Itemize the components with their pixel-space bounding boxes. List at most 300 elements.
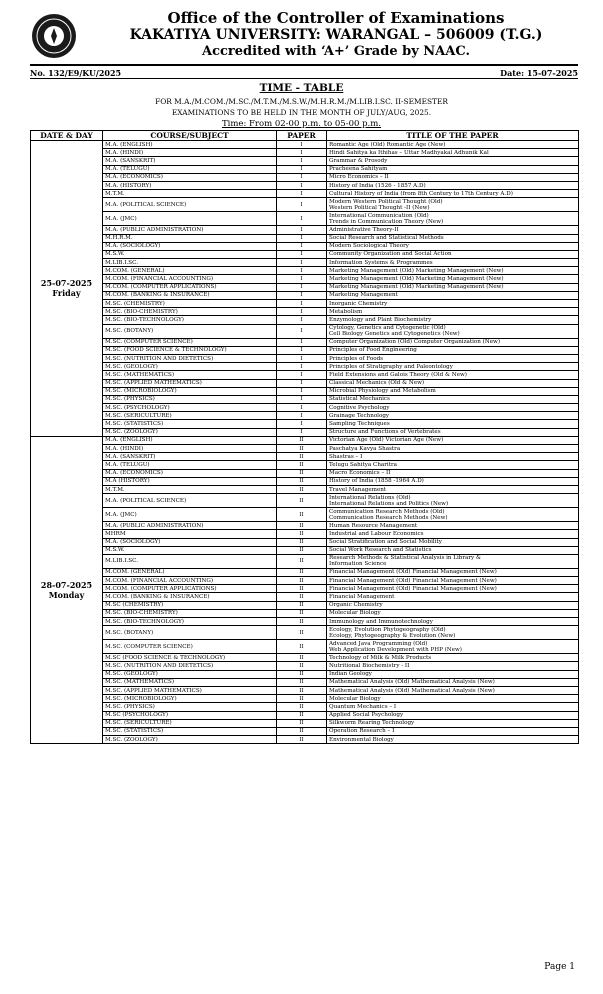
course-cell: M.A. (TELUGU) — [103, 165, 277, 173]
paper-title-cell — [327, 379, 579, 387]
table-row — [31, 338, 579, 346]
paper-title-cell — [327, 626, 579, 640]
paper-title-cell — [327, 316, 579, 324]
paper-cell: II — [277, 662, 327, 670]
course-cell: M.SC. (CHEMISTRY) — [103, 300, 277, 308]
paper-title-line: Pracheena Sahityam — [329, 166, 388, 173]
exam-date: 28-07-2025 — [40, 580, 93, 591]
table-row — [31, 568, 579, 576]
paper-title-line: History of India (1526 - 1857 A.D) — [329, 182, 426, 189]
paper-cell: I — [277, 291, 327, 299]
paper-cell: I — [277, 387, 327, 395]
paper-title-cell — [327, 436, 579, 444]
paper-title-cell — [327, 338, 579, 346]
paper-title-cell — [327, 404, 579, 412]
table-row — [31, 354, 579, 362]
paper-cell: I — [277, 259, 327, 267]
paper-cell: II — [277, 530, 327, 538]
paper-cell: I — [277, 346, 327, 354]
paper-cell: II — [277, 461, 327, 469]
paper-cell: I — [277, 324, 327, 338]
paper-cell: I — [277, 428, 327, 436]
paper-title-line: Applied Social Psychology — [329, 712, 404, 719]
table-row — [31, 316, 579, 324]
paper-title-cell — [327, 601, 579, 609]
paper-title-line: Information Science — [329, 561, 387, 568]
paper-cell: I — [277, 190, 327, 198]
paper-cell: I — [277, 226, 327, 234]
course-cell: M.SC. (GEOLOGY) — [103, 670, 277, 678]
paper-title-line: Molecular Biology — [329, 610, 381, 617]
paper-title-line: Financial Management (Old) Financial Management (New) — [329, 569, 497, 576]
paper-title-cell — [327, 618, 579, 626]
paper-cell: II — [277, 453, 327, 461]
table-row — [31, 609, 579, 617]
table-row — [31, 259, 579, 267]
paper-title-cell — [327, 324, 579, 338]
paper-title-cell — [327, 453, 579, 461]
paper-title-cell — [327, 387, 579, 395]
paper-cell: II — [277, 601, 327, 609]
paper-title-cell — [327, 640, 579, 654]
table-row — [31, 554, 579, 568]
table-row — [31, 601, 579, 609]
paper-cell: I — [277, 420, 327, 428]
paper-title-cell — [327, 727, 579, 735]
table-row — [31, 198, 579, 212]
course-cell: M.S.W. — [103, 250, 277, 258]
table-row — [31, 678, 579, 686]
paper-title-line: Classical Mechanics (Old & New) — [329, 380, 425, 387]
course-cell: M.A. (SANSKRIT) — [103, 453, 277, 461]
paper-title-line: Modern Western Political Thought (Old) — [329, 198, 443, 205]
table-row — [31, 719, 579, 727]
paper-title-line: Statistical Mechanics — [329, 396, 390, 403]
paper-title-line: Romantic Age (Old) Romantic Age (New) — [329, 141, 446, 148]
paper-cell: II — [277, 654, 327, 662]
table-row — [31, 141, 579, 149]
paper-cell: I — [277, 371, 327, 379]
paper-title-line: Environmental Biology — [329, 736, 394, 743]
paper-cell: I — [277, 267, 327, 275]
course-cell: M.COM. (FINANCIAL ACCOUNTING) — [103, 577, 277, 585]
paper-cell: I — [277, 354, 327, 362]
paper-cell: II — [277, 546, 327, 554]
paper-title-line: Social Work Research and Statistics — [329, 547, 432, 554]
paper-title-cell — [327, 461, 579, 469]
paper-title-cell — [327, 703, 579, 711]
table-row — [31, 593, 579, 601]
paper-cell: I — [277, 165, 327, 173]
paper-title-cell — [327, 395, 579, 403]
paper-title-line: Nutritional Biochemistry - II — [329, 662, 410, 669]
paper-title-line: Silkworm Rearing Technology — [329, 720, 415, 727]
course-cell: M.A. (HINDI) — [103, 149, 277, 157]
course-cell: M.SC. (STATISTICS) — [103, 420, 277, 428]
paper-title-cell — [327, 242, 579, 250]
table-row — [31, 173, 579, 181]
course-cell: M.A. (JMC) — [103, 212, 277, 226]
table-row — [31, 654, 579, 662]
paper-title-cell — [327, 568, 579, 576]
paper-cell: II — [277, 640, 327, 654]
paper-title-line: Industrial and Labour Economics — [329, 530, 424, 537]
paper-title-line: Victorian Age (Old) Victorian Age (New) — [329, 437, 444, 444]
table-row — [31, 420, 579, 428]
paper-cell: II — [277, 585, 327, 593]
paper-cell: I — [277, 234, 327, 242]
course-cell: M.A. (ENGLISH) — [103, 141, 277, 149]
letterhead — [30, 8, 590, 68]
course-cell: M.SC. (APPLIED MATHEMATICS) — [103, 379, 277, 387]
course-cell: M.SC. (SERICULTURE) — [103, 412, 277, 420]
paper-cell: II — [277, 508, 327, 522]
paper-cell: I — [277, 242, 327, 250]
paper-title-cell — [327, 609, 579, 617]
course-cell: M.SC. (PHYSICS) — [103, 395, 277, 403]
paper-title-line: Ecology, Phytogeography & Evolution (New) — [329, 632, 456, 639]
paper-cell: I — [277, 300, 327, 308]
table-row — [31, 461, 579, 469]
course-cell: M.A. (ENGLISH) — [103, 436, 277, 444]
paper-title-cell — [327, 346, 579, 354]
course-cell: M.SC. (APPLIED MATHEMATICS) — [103, 686, 277, 694]
paper-title-cell — [327, 719, 579, 727]
exam-day: Friday — [52, 288, 81, 299]
paper-cell: I — [277, 283, 327, 291]
paper-cell: II — [277, 445, 327, 453]
paper-cell: I — [277, 181, 327, 189]
page-title: TIME - TABLE — [259, 82, 344, 94]
paper-title-cell — [327, 428, 579, 436]
course-cell: M.A. (SANSKRIT) — [103, 157, 277, 165]
issue-date: Date: 15-07-2025 — [500, 68, 578, 78]
course-cell: M.SC. (ZOOLOGY) — [103, 736, 277, 744]
paper-cell: II — [277, 593, 327, 601]
course-cell: M.A. (POLITICAL SCIENCE) — [103, 198, 277, 212]
paper-title-line: Molecular Biology — [329, 695, 381, 702]
paper-title-cell — [327, 546, 579, 554]
paper-title-cell — [327, 165, 579, 173]
course-cell: M.A (HISTORY) — [103, 477, 277, 485]
table-row — [31, 577, 579, 585]
paper-title-line: Immunology and Immunotechnology — [329, 618, 433, 625]
paper-title-line: Paschatya Kavya Shastra — [329, 445, 401, 452]
paper-title-cell — [327, 283, 579, 291]
table-row — [31, 477, 579, 485]
paper-title-cell — [327, 275, 579, 283]
paper-cell: II — [277, 618, 327, 626]
paper-cell: I — [277, 363, 327, 371]
table-row — [31, 585, 579, 593]
column-header: COURSE/SUBJECT — [103, 131, 277, 141]
paper-title-cell — [327, 420, 579, 428]
course-cell: M.A. (SOCIOLOGY) — [103, 538, 277, 546]
paper-title-cell — [327, 181, 579, 189]
paper-cell: II — [277, 477, 327, 485]
paper-title-line: Field Extensions and Galois Theory (Old & New) — [329, 371, 467, 378]
paper-title-line: Indian Geology — [329, 671, 372, 678]
paper-cell: I — [277, 316, 327, 324]
course-cell: M.A. (TELUGU) — [103, 461, 277, 469]
paper-cell: II — [277, 711, 327, 719]
paper-title-line: Cultural History of India (from 8th Century to 17th Century A.D) — [329, 190, 513, 197]
table-row — [31, 485, 579, 493]
paper-title-cell — [327, 354, 579, 362]
course-cell: M.SC (CHEMISTRY) — [103, 601, 277, 609]
paper-title-cell — [327, 711, 579, 719]
paper-title-cell — [327, 686, 579, 694]
paper-cell: I — [277, 157, 327, 165]
paper-title-line: Mathematical Analysis (Old) Mathematical Analysis (New) — [329, 687, 495, 694]
paper-title-line: Structure and Functions of Vertebrates — [329, 429, 441, 436]
paper-title-cell — [327, 412, 579, 420]
table-row — [31, 670, 579, 678]
table-row — [31, 291, 579, 299]
paper-title-cell — [327, 308, 579, 316]
paper-title-line: Principles of Food Engineering — [329, 347, 417, 354]
paper-title-line: Telugu Sahitya Charitra — [329, 461, 397, 468]
paper-title-line: Quantum Mechanics – I — [329, 703, 397, 710]
course-cell: M.SC. (STATISTICS) — [103, 727, 277, 735]
course-cell: M.A. (HINDI) — [103, 445, 277, 453]
table-row — [31, 508, 579, 522]
paper-title-line: Ecology, Evolution Phytogeography (Old) — [329, 626, 446, 633]
paper-title-cell — [327, 662, 579, 670]
table-row — [31, 640, 579, 654]
course-cell: M.A. (PUBLIC ADMINISTRATION) — [103, 522, 277, 530]
paper-title-line: Financial Management — [329, 594, 395, 601]
paper-title-cell — [327, 198, 579, 212]
paper-title-cell — [327, 267, 579, 275]
table-row — [31, 727, 579, 735]
paper-title-cell — [327, 522, 579, 530]
paper-cell: II — [277, 436, 327, 444]
paper-cell: I — [277, 412, 327, 420]
exam-date: 25-07-2025 — [40, 278, 93, 289]
paper-cell: I — [277, 275, 327, 283]
paper-title-line: Communication Research Methods (New) — [329, 514, 448, 521]
paper-title-cell — [327, 212, 579, 226]
course-cell: M.COM. (BANKING & INSURANCE) — [103, 593, 277, 601]
course-cell: M.COM. (COMPUTER APPLICATIONS) — [103, 585, 277, 593]
paper-title-line: Financial Management (Old) Financial Management (New) — [329, 577, 497, 584]
table-row — [31, 363, 579, 371]
course-cell: M.SC. (COMPUTER SCIENCE) — [103, 640, 277, 654]
paper-title-line: Research Methods & Statistical Analysis in Library & — [329, 555, 481, 562]
column-header: DATE & DAY — [31, 131, 103, 141]
paper-title-line: Inorganic Chemistry — [329, 300, 388, 307]
table-row — [31, 522, 579, 530]
accreditation-line: Accredited with ‘A+’ Grade by NAAC. — [202, 44, 470, 59]
table-row — [31, 226, 579, 234]
paper-title-cell — [327, 670, 579, 678]
exam-time-line: Time: From 02-00 p.m. to 05-00 p.m. — [221, 119, 382, 129]
course-cell: M.SC. (MICROBIOLOGY) — [103, 387, 277, 395]
paper-cell: I — [277, 250, 327, 258]
paper-title-cell — [327, 477, 579, 485]
paper-title-cell — [327, 593, 579, 601]
table-row — [31, 212, 579, 226]
course-cell: M.SC. (GEOLOGY) — [103, 363, 277, 371]
table-row — [31, 300, 579, 308]
paper-title-cell — [327, 654, 579, 662]
course-cell: M.S.W. — [103, 546, 277, 554]
paper-title-line: Macro Economics – II — [329, 470, 391, 477]
paper-title-line: Trends in Communication Theory (New) — [329, 218, 444, 225]
paper-title-cell — [327, 250, 579, 258]
course-cell: M.A. (ECONOMICS) — [103, 173, 277, 181]
university-emblem-icon — [30, 12, 78, 60]
exam-day: Monday — [48, 590, 85, 601]
course-cell: M.A. (HISTORY) — [103, 181, 277, 189]
table-row — [31, 234, 579, 242]
exam-month-line: EXAMINATIONS TO BE HELD IN THE MONTH OF JULY/AUG, 2025. — [171, 108, 432, 117]
reference-number: No. 132/E9/KU/2025 — [30, 68, 122, 78]
course-cell: M.COM. (GENERAL) — [103, 568, 277, 576]
table-row — [31, 267, 579, 275]
university-title: KAKATIYA UNIVERSITY: WARANGAL – 506009 (T.G.) — [129, 27, 543, 43]
table-row — [31, 711, 579, 719]
paper-title-line: Marketing Management (Old) Marketing Management (New) — [329, 284, 504, 291]
paper-cell: II — [277, 678, 327, 686]
paper-title-cell — [327, 530, 579, 538]
course-cell: M.SC. (MATHEMATICS) — [103, 371, 277, 379]
paper-cell: II — [277, 609, 327, 617]
table-row — [31, 618, 579, 626]
paper-title-cell — [327, 538, 579, 546]
course-cell: M.SC. (BOTANY) — [103, 324, 277, 338]
exam-courses-line: FOR M.A./M.COM./M.SC./M.T.M./M.S.W./M.H.R.M./M.LIB.I.SC. II-SEMESTER — [155, 97, 448, 106]
paper-title-cell — [327, 363, 579, 371]
paper-cell: II — [277, 522, 327, 530]
paper-title-line: Travel Management — [329, 486, 387, 493]
paper-title-line: Financial Management (Old) Financial Management (New) — [329, 585, 497, 592]
paper-title-cell — [327, 485, 579, 493]
paper-title-line: Operation Research – I — [329, 728, 395, 735]
table-row — [31, 538, 579, 546]
column-header: TITLE OF THE PAPER — [327, 131, 579, 141]
paper-title-line: Sampling Techniques — [329, 421, 390, 428]
paper-title-cell — [327, 736, 579, 744]
paper-title-line: Metabolism — [329, 308, 363, 315]
course-cell: M.COM. (BANKING & INSURANCE) — [103, 291, 277, 299]
course-cell: M.SC. (NUTRITION AND DIETETICS) — [103, 662, 277, 670]
course-cell: M.SC. (PHYSICS) — [103, 703, 277, 711]
paper-cell: II — [277, 703, 327, 711]
paper-title-line: International Relations (Old) — [329, 494, 411, 501]
table-row — [31, 308, 579, 316]
paper-cell: I — [277, 173, 327, 181]
paper-cell: II — [277, 695, 327, 703]
course-cell: M.A. (ECONOMICS) — [103, 469, 277, 477]
column-header: PAPER — [277, 131, 327, 141]
table-row — [31, 165, 579, 173]
paper-cell: I — [277, 395, 327, 403]
paper-title-cell — [327, 300, 579, 308]
paper-title-cell — [327, 234, 579, 242]
table-row — [31, 157, 579, 165]
paper-title-line: Marketing Management (Old) Marketing Management (New) — [329, 267, 504, 274]
course-cell: M.SC (PSYCHOLOGY) — [103, 711, 277, 719]
table-row — [31, 436, 579, 444]
table-row — [31, 190, 579, 198]
paper-title-cell — [327, 494, 579, 508]
paper-cell: I — [277, 308, 327, 316]
paper-title-line: Grainage Technology — [329, 412, 390, 419]
paper-title-line: International Communication (Old) — [329, 212, 429, 219]
course-cell: M.COM. (COMPUTER APPLICATIONS) — [103, 283, 277, 291]
paper-title-line: Shastras – I — [329, 453, 363, 460]
course-cell: M.SC. (BIO-CHEMISTRY) — [103, 308, 277, 316]
course-cell: M.LIB.I.SC. — [103, 259, 277, 267]
table-row — [31, 736, 579, 744]
paper-title-cell — [327, 157, 579, 165]
paper-title-line: Communication Research Methods (Old) — [329, 508, 445, 515]
table-row — [31, 395, 579, 403]
paper-cell: I — [277, 141, 327, 149]
table-row — [31, 494, 579, 508]
course-cell: M.SC. (PSYCHOLOGY) — [103, 404, 277, 412]
paper-title-cell — [327, 554, 579, 568]
paper-title-line: Modern Sociological Theory — [329, 243, 409, 250]
table-row — [31, 404, 579, 412]
paper-cell: I — [277, 379, 327, 387]
paper-title-cell — [327, 469, 579, 477]
course-cell: M.A. (SOCIOLOGY) — [103, 242, 277, 250]
paper-title-line: Principles of Stratigraphy and Paleontology — [329, 363, 453, 370]
course-cell: M.SC. (MATHEMATICS) — [103, 678, 277, 686]
paper-cell: I — [277, 149, 327, 157]
paper-cell: II — [277, 670, 327, 678]
paper-title-cell — [327, 585, 579, 593]
paper-title-cell — [327, 577, 579, 585]
paper-cell: I — [277, 404, 327, 412]
paper-title-cell — [327, 259, 579, 267]
paper-title-line: Advanced Java Programming (Old) — [329, 640, 428, 647]
paper-title-cell — [327, 695, 579, 703]
paper-title-line: Hindi Sahitya ka Ithihas – Uttar Madhyakal Adhunik Kal — [329, 149, 489, 156]
office-title: Office of the Controller of Examinations — [167, 9, 505, 27]
paper-cell: II — [277, 485, 327, 493]
paper-title-line: Grammar & Prosody — [329, 157, 388, 164]
paper-title-line: International Relations and Politics (New) — [329, 500, 449, 507]
paper-title-line: Cytology, Genetics and Cytogenetic (Old) — [329, 325, 446, 332]
paper-title-line: Cognitive Psychology — [329, 404, 390, 411]
table-row — [31, 283, 579, 291]
course-cell: M.A. (POLITICAL SCIENCE) — [103, 494, 277, 508]
paper-title-cell — [327, 508, 579, 522]
paper-cell: I — [277, 198, 327, 212]
paper-cell: I — [277, 212, 327, 226]
paper-cell: II — [277, 626, 327, 640]
course-cell: M.SC. (BOTANY) — [103, 626, 277, 640]
table-row — [31, 626, 579, 640]
course-cell: MHRM — [103, 530, 277, 538]
paper-title-line: Administrative Theory-II — [329, 226, 399, 233]
paper-title-line: Technology of Milk & Milk Products — [329, 654, 432, 661]
course-cell: M.SC. (MICROBIOLOGY) — [103, 695, 277, 703]
course-cell: M.SC. (NUTRITION AND DIETETICS) — [103, 354, 277, 362]
paper-title-line: Micro Economics – II — [329, 174, 389, 181]
course-cell: M.A. (JMC) — [103, 508, 277, 522]
paper-title-cell — [327, 678, 579, 686]
table-row — [31, 371, 579, 379]
paper-title-cell — [327, 445, 579, 453]
paper-title-line: History of India (1858 -1964 A.D) — [329, 478, 424, 485]
paper-cell: I — [277, 338, 327, 346]
paper-title-cell — [327, 173, 579, 181]
